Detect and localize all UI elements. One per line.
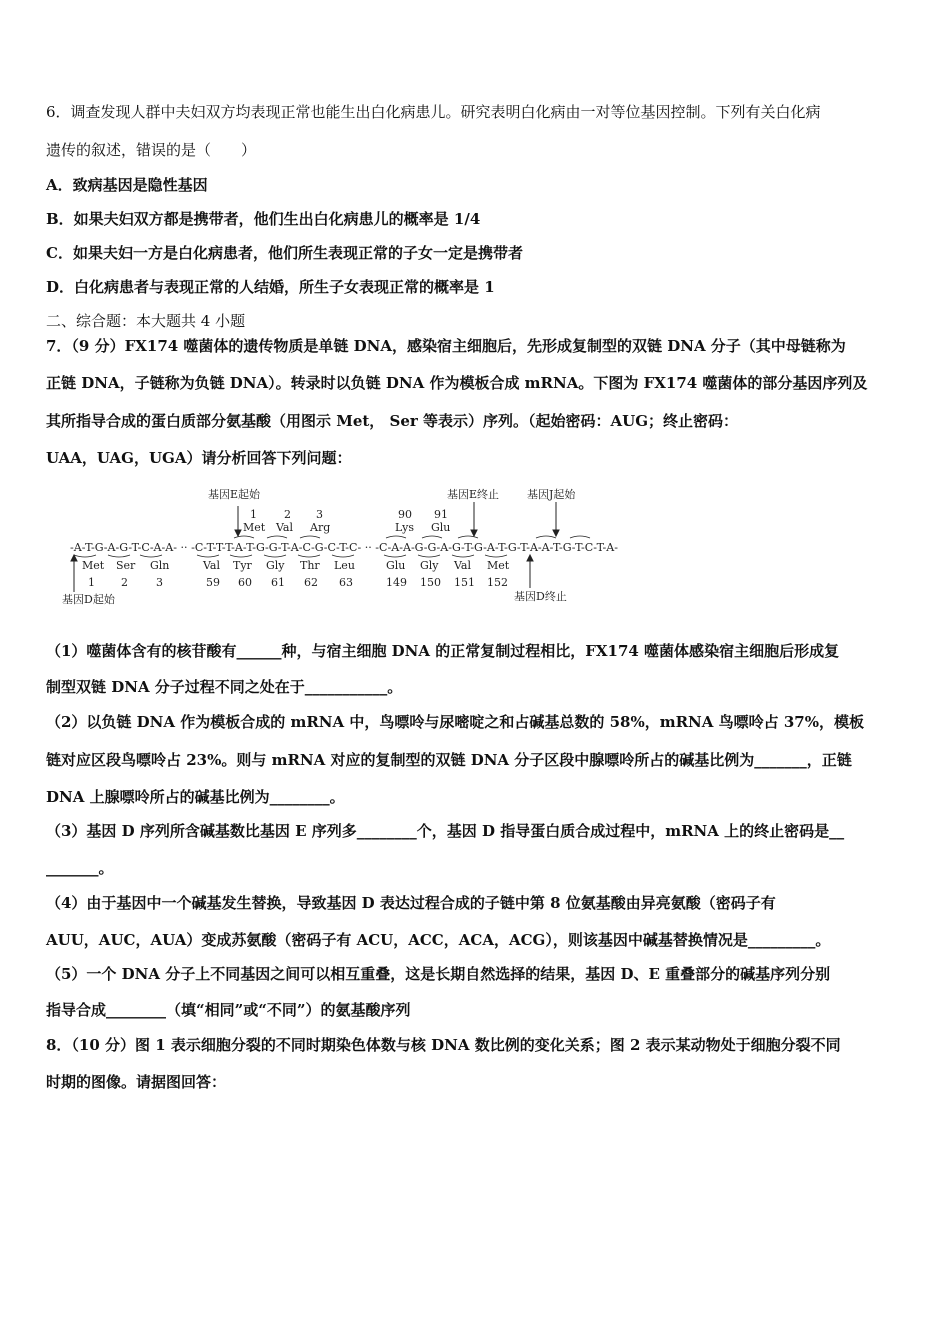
bottom-number: 60 bbox=[238, 576, 252, 589]
bottom-number: 62 bbox=[304, 576, 318, 589]
q7-sub4-line-1: （4）由于基因中一个碱基发生替换，导致基因 D 表达过程合成的子链中第 8 位氨基酸由异亮氨酸（密码子有 bbox=[46, 894, 776, 912]
label-gene-j-start: 基因J起始 bbox=[527, 488, 576, 501]
q7-intro-line-1: 7．（9 分）FX174 噬菌体的遗传物质是单链 DNA，感染宿主细胞后，先形成复制型的双链 DNA 分子（其中母链称为 bbox=[46, 337, 846, 355]
q8-line-1: 8．（10 分）图 1 表示细胞分裂的不同时期染色体数与核 DNA 数比例的变化关系；图 2 表示某动物处于细胞分裂不同 bbox=[46, 1036, 841, 1054]
q6-stem-line-2: 遗传的叙述，错误的是（ ） bbox=[46, 141, 257, 159]
q7-intro-line-3: 其所指导合成的蛋白质部分氨基酸（用图示 Met， Ser 等表示）序列。（起始密码：AUG；终止密码： bbox=[46, 412, 739, 430]
bottom-number: 59 bbox=[206, 576, 220, 589]
q6-option-a: A．致病基因是隐性基因 bbox=[46, 176, 208, 194]
bottom-number: 152 bbox=[487, 576, 508, 589]
q7-sub2-line-3: DNA 上腺嘌呤所占的碱基比例为________。 bbox=[46, 788, 345, 806]
label-gene-d-end: 基因D终止 bbox=[514, 590, 567, 603]
bottom-amino: Val bbox=[203, 559, 221, 572]
q6-option-d: D．白化病患者与表现正常的人结婚，所生子女表现正常的概率是 1 bbox=[46, 278, 495, 296]
bottom-amino: Tyr bbox=[233, 559, 252, 572]
dna-sequence: -A-T-G-A-G-T-C-A-A- ·· -C-T-T-T-A-T-G-G-T-A-C-G-C-T-C- ·· -C-A-A-G-G-A-G-T-G-A-T-G-T-A-A-T-G-T-C-T-A- bbox=[70, 540, 619, 554]
codon-brackets-top bbox=[234, 536, 590, 538]
q7-sub1-line-1: （1）噬菌体含有的核苷酸有______种，与宿主细胞 DNA 的正常复制过程相比，FX174 噬菌体感染宿主细胞后形成复 bbox=[46, 642, 840, 660]
bottom-number: 151 bbox=[454, 576, 475, 589]
bottom-number: 149 bbox=[386, 576, 407, 589]
arrowhead-icon bbox=[527, 555, 533, 561]
q7-sub5-line-1: （5）一个 DNA 分子上不同基因之间可以相互重叠，这是长期自然选择的结果，基因 D、E 重叠部分的碱基序列分别 bbox=[46, 965, 831, 983]
label-gene-e-end: 基因E终止 bbox=[447, 488, 500, 501]
bottom-number: 150 bbox=[420, 576, 441, 589]
q7-sub2-line-1: （2）以负链 DNA 作为模板合成的 mRNA 中，鸟嘌呤与尿嘧啶之和占碱基总数的 58%，mRNA 鸟嘌呤占 37%，模板 bbox=[46, 713, 864, 731]
top-amino: Arg bbox=[310, 521, 331, 534]
arrowhead-icon bbox=[553, 530, 559, 536]
bottom-amino: Met bbox=[487, 559, 510, 572]
section-heading: 二、综合题：本大题共 4 小题 bbox=[46, 312, 246, 330]
q7-sub3-line-1: （3）基因 D 序列所含碱基数比基因 E 序列多________个，基因 D 指导蛋白质合成过程中，mRNA 上的终止密码是__ bbox=[46, 822, 845, 840]
q7-sub3-line-2: _______。 bbox=[46, 859, 114, 877]
q6-stem-line-1: 6．调查发现人群中夫妇双方均表现正常也能生出白化病患儿。研究表明白化病由一对等位基因控制。下列有关白化病 bbox=[46, 103, 821, 121]
top-number: 1 bbox=[250, 508, 257, 521]
label-gene-d-start: 基因D起始 bbox=[62, 593, 115, 606]
bottom-amino: Ser bbox=[116, 559, 136, 572]
top-amino: Glu bbox=[431, 521, 451, 534]
top-amino: Lys bbox=[395, 521, 414, 534]
label-gene-e-start: 基因E起始 bbox=[208, 488, 261, 501]
gene-sequence-figure bbox=[60, 488, 630, 608]
gene-sequence-diagram bbox=[60, 488, 630, 608]
q6-option-c: C．如果夫妇一方是白化病患者，他们所生表现正常的子女一定是携带者 bbox=[46, 244, 523, 262]
bottom-amino: Met bbox=[82, 559, 105, 572]
top-number: 2 bbox=[284, 508, 291, 521]
arrowhead-icon bbox=[471, 530, 477, 536]
q7-intro-line-4: UAA，UAG，UGA）请分析回答下列问题： bbox=[46, 449, 352, 467]
codon-brackets-bottom bbox=[74, 555, 507, 557]
q8-line-2: 时期的图像。请据图回答： bbox=[46, 1073, 227, 1091]
q7-sub5-line-2: 指导合成________（填“相同”或“不同”）的氨基酸序列 bbox=[46, 1001, 411, 1019]
arrowhead-icon bbox=[235, 530, 241, 536]
top-number: 90 bbox=[398, 508, 412, 521]
bottom-amino: Gly bbox=[266, 559, 285, 572]
bottom-number: 1 bbox=[88, 576, 95, 589]
top-number: 91 bbox=[434, 508, 448, 521]
q7-intro-line-2: 正链 DNA，子链称为负链 DNA）。转录时以负链 DNA 作为模板合成 mRNA。下图为 FX174 噬菌体的部分基因序列及 bbox=[46, 374, 868, 392]
q7-sub2-line-2: 链对应区段鸟嘌呤占 23%。则与 mRNA 对应的复制型的双链 DNA 分子区段中腺嘌呤所占的碱基比例为_______，正链 bbox=[46, 751, 852, 769]
bottom-amino: Gln bbox=[150, 559, 170, 572]
top-amino: Val bbox=[276, 521, 294, 534]
q6-option-b: B．如果夫妇双方都是携带者，他们生出白化病患儿的概率是 1/4 bbox=[46, 210, 481, 228]
q7-sub1-line-2: 制型双链 DNA 分子过程不同之处在于___________。 bbox=[46, 678, 403, 696]
bottom-amino: Leu bbox=[334, 559, 355, 572]
bottom-amino: Glu bbox=[386, 559, 406, 572]
bottom-number: 3 bbox=[156, 576, 163, 589]
bottom-amino: Gly bbox=[420, 559, 439, 572]
bottom-number: 63 bbox=[339, 576, 353, 589]
bottom-amino: Thr bbox=[300, 559, 320, 572]
bottom-amino: Val bbox=[454, 559, 472, 572]
bottom-number: 61 bbox=[271, 576, 285, 589]
top-amino: Met bbox=[243, 521, 266, 534]
bottom-number: 2 bbox=[121, 576, 128, 589]
q7-sub4-line-2: AUU，AUC，AUA）变成苏氨酸（密码子有 ACU，ACC，ACA，ACG），则该基因中碱基替换情况是_________。 bbox=[46, 931, 831, 949]
top-number: 3 bbox=[316, 508, 323, 521]
